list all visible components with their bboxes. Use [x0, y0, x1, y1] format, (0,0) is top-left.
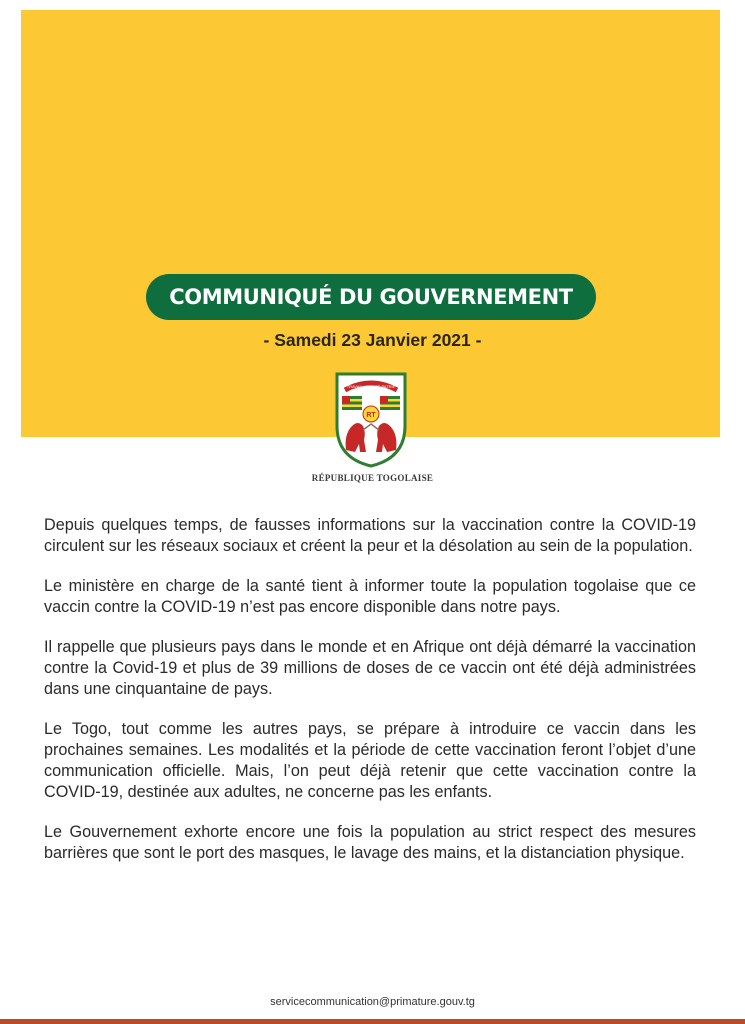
page-title-text: COMMUNIQUÉ DU GOUVERNEMENT — [169, 285, 573, 309]
communique-body — [44, 515, 696, 883]
emblem-initials: RT — [366, 412, 376, 419]
paragraph: Le Gouvernement exhorte encore une fois la population au strict respect des mesures barrières que sont le port des masques, le lavage des mains, et la distanciation physique. — [44, 823, 696, 862]
paragraph: Depuis quelques temps, de fausses informations sur la vaccination contre la COVID-19 circulent sur les réseaux sociaux et créent la peur et la désolation au sein de la population. — [44, 516, 696, 555]
emblem-motto: TRAVAIL LIBERTÉ PATRIE — [346, 384, 396, 389]
coat-of-arms-icon — [333, 368, 409, 468]
paragraph: Le Togo, tout comme les autres pays, se prépare à introduire ce vaccin dans les prochaines semaines. Les modalités et la période de cette vaccination feront l’objet d’une communication officielle. Mais, l’on peut déjà retenir que cette vaccination contre la COVID-19, destinée aux adultes, ne concerne pas les enfants. — [44, 720, 696, 801]
page-title — [146, 274, 596, 320]
paragraph: Le ministère en charge de la santé tient à informer toute la population togolaise que ce vaccin contre la COVID-19 n’est pas encore disponible dans notre pays. — [44, 577, 696, 616]
footer-bar — [0, 1019, 745, 1024]
footer-email: servicecommunication@primature.gouv.tg — [270, 996, 475, 1008]
country-name: RÉPUBLIQUE TOGOLAISE — [311, 473, 434, 483]
document-date: - Samedi 23 Janvier 2021 - — [263, 330, 482, 350]
paragraph: Il rappelle que plusieurs pays dans le monde et en Afrique ont déjà démarré la vaccination contre la Covid-19 et plus de 39 millions de doses de ce vaccin ont été déjà administrées dans une cinquantaine de pays. — [44, 638, 696, 698]
